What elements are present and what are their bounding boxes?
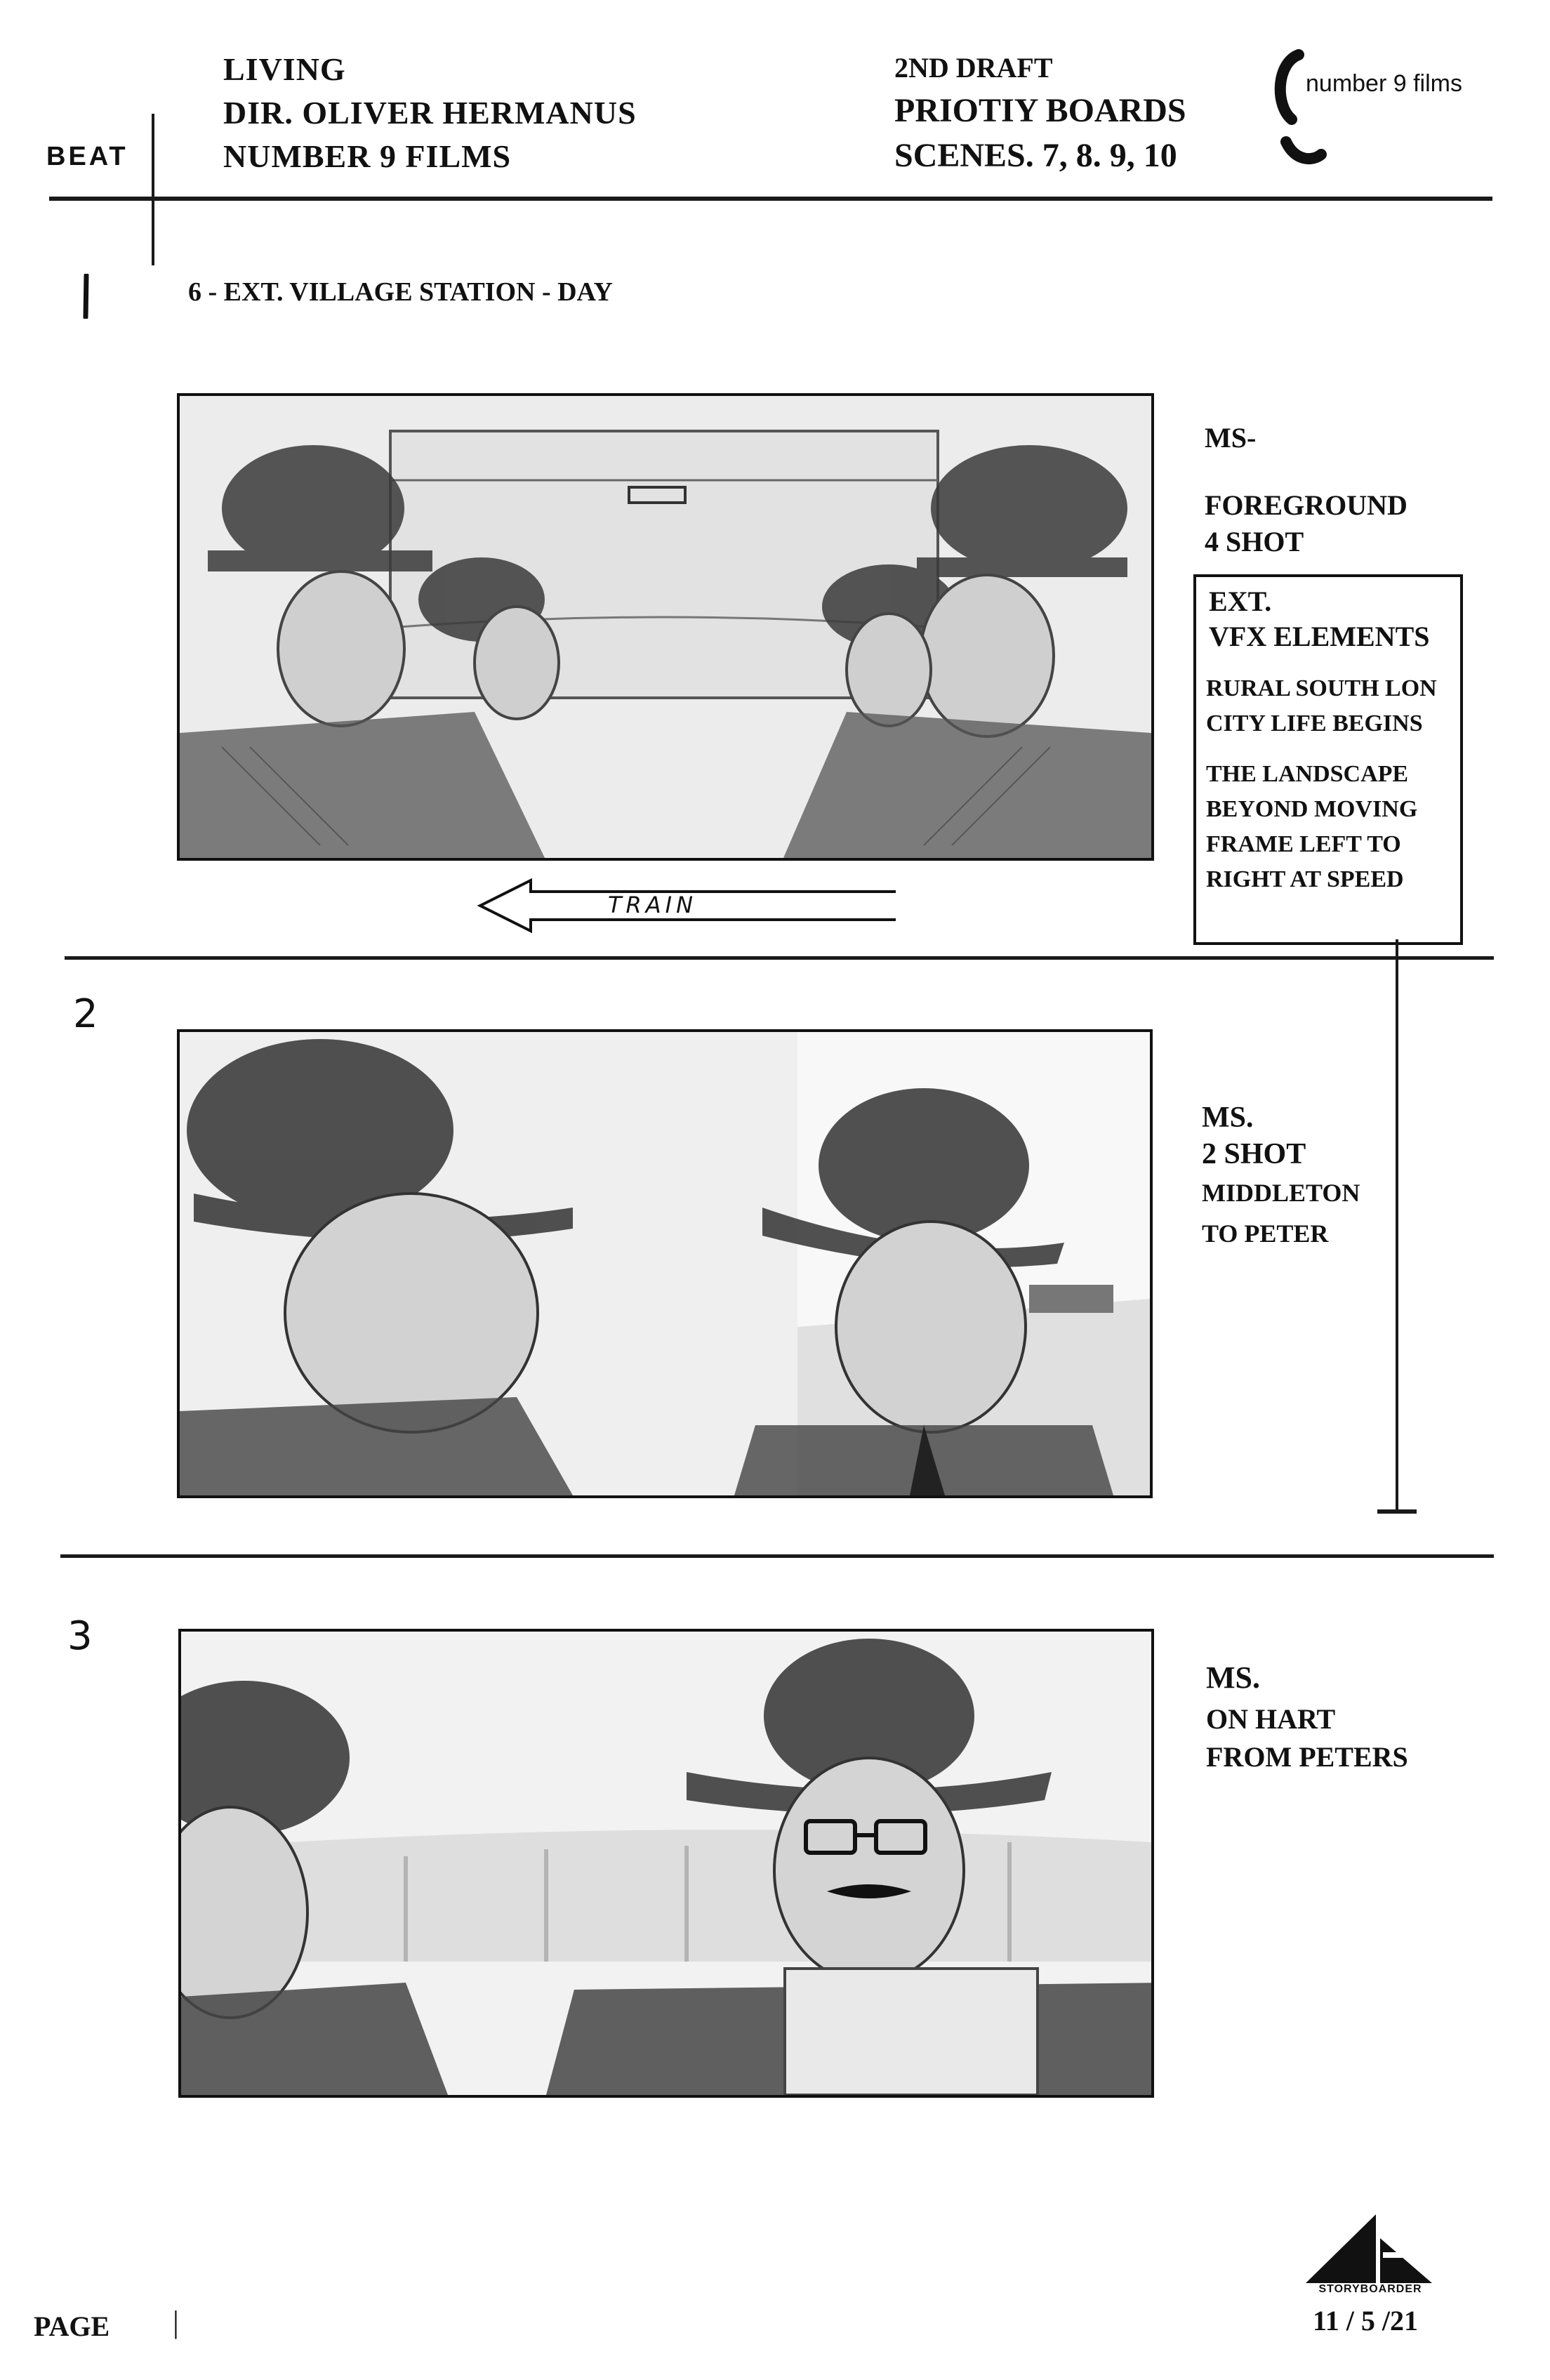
- panel-3-sketch: [181, 1632, 1151, 2095]
- logo-text: number 9 films: [1306, 70, 1462, 97]
- storyboarder-logo: [1306, 2210, 1435, 2301]
- header-rule: [49, 197, 1492, 201]
- beat-label: BEAT: [46, 142, 128, 171]
- beat-mark-1: [83, 274, 90, 319]
- panel-2-note-peter: TO PETER: [1202, 1219, 1329, 1248]
- scene-heading: 6 - EXT. VILLAGE STATION - DAY: [188, 277, 613, 307]
- company-logo: [1271, 49, 1502, 168]
- page-number-mark: |: [173, 2305, 179, 2339]
- vfx-note-ext: EXT.: [1209, 586, 1272, 617]
- header-left: [223, 48, 637, 178]
- vfx-note-landscape: THE LANDSCAPE: [1206, 761, 1409, 787]
- panel-2-frame: [177, 1029, 1153, 1498]
- boards-label: PRIOTIY BOARDS: [894, 92, 1186, 129]
- storyboarder-brand: STORYBOARDER: [1318, 2283, 1422, 2295]
- company-line: NUMBER 9 FILMS: [223, 138, 512, 174]
- header-vertical-rule: [152, 114, 154, 265]
- storyboarder-triangle-icon: [1306, 2210, 1435, 2287]
- scenes-label: SCENES. 7, 8. 9, 10: [894, 137, 1177, 174]
- board-date: 11 / 5 /21: [1313, 2305, 1419, 2336]
- beat-mark-2: 2: [73, 991, 98, 1037]
- panel-1-sketch: [180, 396, 1151, 858]
- panel-1-frame: [177, 393, 1154, 861]
- beat-mark-3: 3: [67, 1613, 93, 1659]
- panel-3-note-hart: ON HART: [1206, 1703, 1336, 1735]
- panel-2-shot-size: MS.: [1202, 1102, 1254, 1134]
- panel-1-shot-size: MS-: [1205, 422, 1257, 454]
- panel-3-note-peters: FROM PETERS: [1206, 1741, 1408, 1773]
- header-right: [894, 48, 1186, 178]
- director-line: DIR. OLIVER HERMANUS: [223, 95, 637, 131]
- vfx-note-elements: VFX ELEMENTS: [1209, 621, 1430, 652]
- train-arrow-label: TRAIN: [608, 892, 698, 918]
- divider-2: [60, 1554, 1494, 1558]
- panel-3-notes: [1206, 1655, 1417, 1776]
- draft-label: 2ND DRAFT: [894, 52, 1053, 84]
- continuation-line: [1396, 939, 1398, 1512]
- logo-bracket-icon: [1271, 49, 1502, 168]
- divider-1: [65, 956, 1494, 960]
- panel-2-note-middleton: MIDDLETON: [1202, 1179, 1360, 1207]
- panel-1-note-shot: 4 SHOT: [1205, 526, 1304, 557]
- vfx-note-frame: FRAME LEFT TO: [1206, 831, 1401, 857]
- vfx-note-beyond: BEYOND MOVING: [1206, 796, 1418, 822]
- panel-3-shot-size: MS.: [1206, 1660, 1260, 1695]
- panel-2-note-shot: 2 SHOT: [1202, 1138, 1306, 1170]
- panel-2-sketch: [180, 1032, 1150, 1495]
- page-label: PAGE: [34, 2310, 110, 2342]
- panel-1-note-foreground: FOREGROUND: [1205, 489, 1407, 521]
- vfx-note-city: CITY LIFE BEGINS: [1206, 710, 1423, 736]
- vfx-elements-box: [1193, 574, 1463, 945]
- project-title: LIVING: [223, 51, 346, 87]
- train-direction-arrow: [475, 878, 896, 934]
- vfx-note-rural: RURAL SOUTH LON: [1206, 675, 1437, 701]
- continuation-cap: [1377, 1509, 1417, 1514]
- vfx-note-speed: RIGHT AT SPEED: [1206, 866, 1404, 892]
- panel-3-frame: [178, 1629, 1154, 2098]
- panel-2-notes: [1202, 1099, 1360, 1254]
- panel-1-notes: [1205, 420, 1407, 560]
